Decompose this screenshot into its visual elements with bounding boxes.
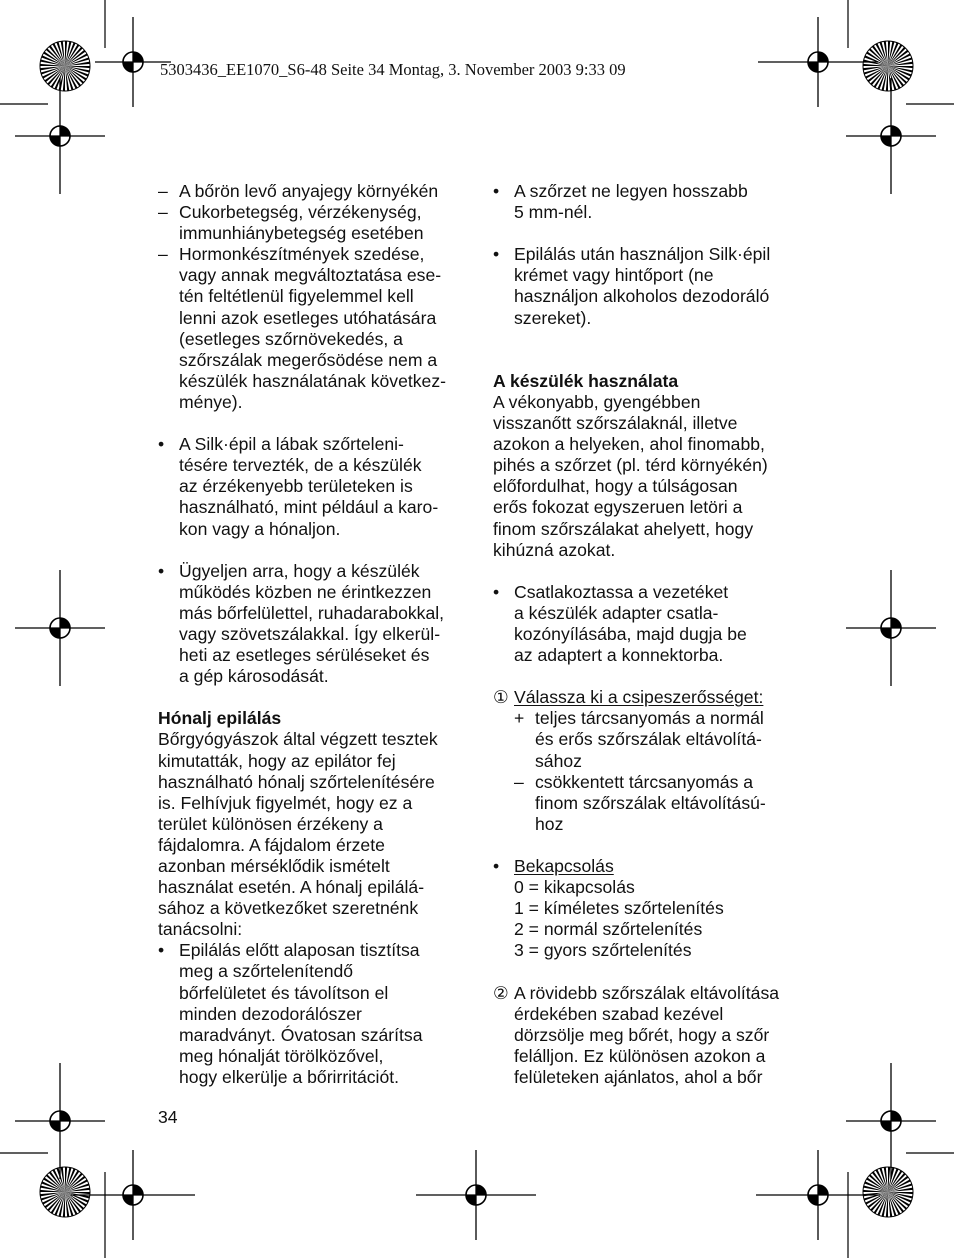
bullet-item-cont: hogy elkerülje a bőrirritációt. (179, 1066, 400, 1087)
color-target-icon (40, 1167, 90, 1217)
sub-item-cont: finom szőrszálak eltávolítású- (535, 792, 766, 813)
bullet-item: • A Silk·épil a lábak szőrteleni- (158, 434, 404, 455)
registration-mark-icon (756, 1150, 880, 1240)
list-item-cont: lenni azok esetleges utóhatására (179, 307, 437, 328)
paragraph-line: használható hónalj szőrtelenítésére (158, 771, 435, 792)
registration-mark-icon (846, 78, 936, 194)
color-target-icon (863, 1167, 913, 1217)
sub-item-cont: hoz (535, 813, 564, 834)
bullet-item-cont: heti az esetleges sérüléseket és (179, 645, 430, 666)
bullet-item-cont: az adaptert a konnektorba. (514, 645, 724, 666)
dash-marker: – (158, 202, 168, 223)
right-column (493, 181, 798, 1088)
bullet-marker: • (158, 560, 165, 581)
dash-marker: – (514, 771, 524, 792)
paragraph-line: A vékonyabb, gyengébben (493, 391, 701, 412)
circled-one-icon: ① (493, 687, 509, 708)
registration-mark-icon (846, 570, 936, 686)
dash-marker: – (158, 244, 168, 265)
section-heading-honalj: Hónalj epilálás (158, 708, 282, 729)
registration-mark-icon (416, 1150, 536, 1240)
bullet-item-cont: krémet vagy hintőport (ne (514, 265, 714, 286)
left-column (158, 181, 468, 1088)
paragraph-line: azokon a helyeken, ahol finomabb, (493, 434, 765, 455)
bullet-marker: • (493, 181, 500, 201)
list-item-cont: vagy annak megváltoztatása ese- (179, 265, 442, 286)
bullet-item-cont: kon vagy a hónaljon. (179, 518, 341, 539)
paragraph-line: Bőrgyógyászok által végzett tesztek (158, 729, 438, 750)
bullet-item: • A szőrzet ne legyen hosszabb (493, 181, 748, 201)
paragraph-line: előfordulhat, hogy a túlságosan (493, 476, 738, 497)
paragraph-line: sához a következőket szeretnénk (158, 898, 419, 919)
bullet-item: • Epilálás előtt alaposan tisztítsa (158, 940, 420, 961)
bullet-marker: • (158, 940, 165, 961)
bullet-item: • Epilálás után használjon Silk·épil (493, 244, 771, 265)
plus-marker: + (514, 708, 525, 729)
bullet-item-cont: minden dezodorálószer (179, 1003, 362, 1024)
mode-line: 1 = kíméletes szőrtelenítés (514, 898, 724, 919)
bullet-item-cont: az érzékenyebb területeken is (179, 476, 413, 497)
paragraph-line: is. Felhívjuk figyelmét, hogy ez a (158, 792, 413, 813)
bullet-marker: • (493, 581, 500, 602)
paragraph-line: terület különösen érzékeny a (158, 813, 383, 834)
color-target-icon (40, 41, 90, 91)
paragraph-line: visszanőtt szőrszálaknál, illetve (493, 413, 738, 434)
registration-mark-icon (15, 1063, 105, 1179)
bullet-item-cont: vagy szövetszálakkal. Így elkerül- (179, 623, 441, 644)
list-item-cont: szőrszálak megerősödése nem a (179, 349, 438, 370)
bullet-item-cont: tésére tervezték, de a készülék (179, 455, 422, 476)
paragraph-line: tanácsolni: (158, 919, 243, 940)
paragraph-line: használat esetén. A hónalj epilálá- (158, 877, 425, 898)
list-item-cont: (esetleges szőrnövekedés, a (179, 328, 403, 349)
list-item-cont: tén feltétlenül figyelemmel kell (179, 286, 414, 307)
registration-mark-icon (846, 1063, 936, 1179)
registration-mark-icon (71, 1150, 195, 1240)
print-header: 5303436_EE1070_S6-48 Seite 34 Montag, 3. November 2003 9:33 09 (160, 60, 626, 79)
bullet-marker: • (493, 244, 500, 265)
list-item: – A bőrön levő anyajegy környékén (158, 181, 439, 201)
bullet-item-cont: meg hónalját törölközővel, (179, 1045, 384, 1066)
bullet-item-cont: a készülék adapter csatla- (514, 602, 719, 623)
bullet-item-cont: 5 mm-nél. (514, 202, 593, 223)
paragraph-line: fájdalomra. A fájdalom érzete (158, 834, 385, 855)
bullet-item-cont: meg a szőrtelenítendő (179, 961, 354, 982)
registration-mark-icon (15, 570, 105, 686)
list-item-cont: immunhiánybetegség esetében (179, 223, 424, 244)
bullet-item-cont: maradványt. Óvatosan szárítsa (179, 1024, 423, 1045)
bullet-item: • Csatlakoztassa a vezetéket (493, 581, 729, 602)
paragraph-line: pihés a szőrzet (pl. térd környékén) (493, 455, 768, 476)
mode-line: 3 = gyors szőrtelenítés (514, 940, 692, 961)
registration-mark-icon (758, 17, 878, 107)
paragraph-line: erős fokozat egyszeruen letöri a (493, 497, 743, 518)
mode-line: 2 = normál szőrtelenítés (514, 919, 703, 940)
section-heading-hasznalat: A készülék használata (493, 370, 679, 391)
paragraph-line: kimutatták, hogy az epilátor fej (158, 750, 396, 771)
circled-two-icon: ② (493, 982, 509, 1003)
bullet-item-cont: használjon alkoholos dezodoráló (514, 286, 770, 307)
step-item-cont: dörzsölje meg bőrét, hogy a szőr (514, 1024, 770, 1045)
step-item-cont: felálljon. Ez különösen azokon a (514, 1045, 766, 1066)
registration-mark-icon (15, 78, 105, 194)
mode-line: 0 = kikapcsolás (514, 877, 635, 898)
color-target-icon (863, 41, 913, 91)
page-number: 34 (158, 1107, 178, 1127)
bullet-marker: • (493, 856, 500, 876)
bullet-item-cont: használható, mint például a karo- (179, 497, 439, 518)
bullet-marker: • (158, 434, 165, 455)
step-item-cont: érdekében szabad kezével (514, 1003, 724, 1024)
sub-item-cont: sához (535, 750, 582, 771)
bullet-item-cont: működés közben ne érintkezzen (179, 581, 432, 602)
list-item: – Cukorbetegség, vérzékenység, (158, 202, 422, 223)
step-item-1: ① Válassza ki a csipeszerősséget: (493, 687, 764, 708)
bullet-item-cont: a gép károsodását. (179, 666, 329, 687)
bullet-item-cont: szereket). (514, 307, 592, 328)
paragraph-line: finom szőrszálakat ahelyett, hogy (493, 518, 754, 539)
paragraph-line: azonban mérséklődik ismételt (158, 856, 390, 876)
bullet-item-cont: más bőrfelülettel, ruhadarabokkal, (179, 602, 445, 623)
list-item-cont: készülék használatának következ- (179, 370, 446, 391)
bullet-item-cont: bőrfelületet és távolítson el (179, 982, 389, 1003)
list-item: – Hormonkészítmények szedése, (158, 244, 425, 265)
sub-item-cont: és erős szőrszálak eltávolítá- (535, 729, 762, 750)
step-item-2: ② A rövidebb szőrszálak eltávolítása (493, 982, 780, 1003)
bullet-item-cont: kozónyílásába, majd dugja be (514, 623, 747, 644)
list-item-cont: ménye). (179, 391, 243, 412)
sub-item: – csökkentett tárcsanyomás a (514, 771, 754, 792)
bullet-item: • Bekapcsolás (493, 856, 614, 876)
sub-item: + teljes tárcsanyomás a normál (514, 708, 764, 729)
bullet-item: • Ügyeljen arra, hogy a készülék (158, 560, 420, 581)
dash-marker: – (158, 181, 168, 201)
step-item-cont: felületeken ajánlatos, ahol a bőr (514, 1066, 763, 1087)
paragraph-line: kihúzná azokat. (493, 539, 616, 560)
